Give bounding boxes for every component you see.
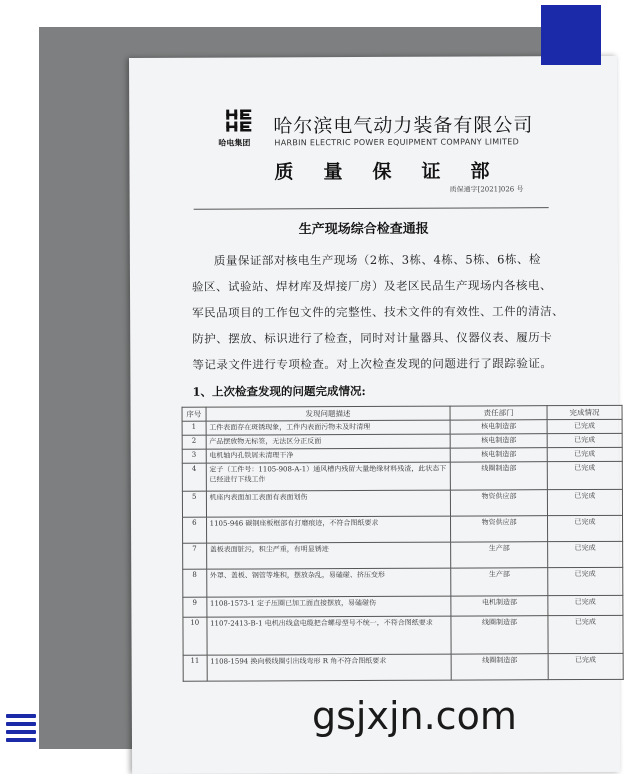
section-heading: 1、上次检查发现的问题完成情况: <box>192 383 366 399</box>
cell-department: 线圈制造部 <box>451 616 548 654</box>
document-number: 质保通字[2021]026 号 <box>449 185 524 194</box>
cell-department: 线圈制造部 <box>451 654 548 680</box>
cell-department: 核电制造部 <box>450 448 547 462</box>
cell-description: 盖板表面脏污，积尘严重，有明显锈迹 <box>206 542 451 569</box>
cell-department: 物资供应部 <box>451 516 548 542</box>
cell-status: 已完成 <box>547 447 622 461</box>
table-row <box>183 615 623 655</box>
cell-description: 电机轴内孔铁屑未清理干净 <box>206 448 451 463</box>
cell-department: 物资供应部 <box>451 490 548 516</box>
cell-status: 已完成 <box>548 595 623 615</box>
cell-status: 已完成 <box>547 541 622 567</box>
cell-department: 线圈制造部 <box>451 462 548 490</box>
cell-index: 1 <box>182 421 206 435</box>
issues-table <box>182 405 624 682</box>
cell-description: 产品摆放物无标签，无法区分正反面 <box>206 434 451 449</box>
table-row <box>183 541 623 569</box>
cell-status: 已完成 <box>547 433 622 447</box>
company-name-en: HARBIN ELECTRIC POWER EQUIPMENT COMPANY LIMITED <box>274 137 520 148</box>
cell-status: 已完成 <box>547 461 622 489</box>
table-row <box>183 595 623 617</box>
harbin-electric-logo-icon <box>225 108 253 132</box>
cell-index: 5 <box>182 491 206 517</box>
cell-description: 机座内表面加工表面有表面划伤 <box>206 490 451 517</box>
cell-index: 8 <box>183 569 207 597</box>
intro-paragraph <box>192 246 569 378</box>
document-title: 生产现场综合检查通报 <box>298 221 429 238</box>
cell-department: 核电制造部 <box>450 420 547 434</box>
hamburger-menu-icon[interactable] <box>6 714 36 748</box>
paragraph-line: 防护、摆放、标识进行了检查，同时对计量器具、仪器仪表、履历卡 <box>192 330 553 346</box>
cell-index: 11 <box>183 655 207 681</box>
cell-description: 定子（工件号：1105-908-A-1）通风槽内残留大量绝缘材料残渣，此状态下已经进行下线工作 <box>206 462 451 491</box>
department-heading: 质量保证部 <box>274 160 520 184</box>
cell-status: 已完成 <box>548 615 623 653</box>
cell-description: 1108-1594 换向极线圈引出线弯形 R 角不符合图纸要求 <box>207 654 452 681</box>
cell-status: 已完成 <box>547 489 622 515</box>
cell-index: 10 <box>183 617 207 655</box>
cell-department: 核电制造部 <box>450 434 547 448</box>
paragraph-line: 质量保证部对核电生产现场（2栋、3栋、4栋、5栋、6栋、检 <box>213 252 542 268</box>
col-header-status: 完成情况 <box>547 405 622 419</box>
paragraph-line: 等记录文件进行专项检查。对上次检查发现的问题进行了跟踪验证。 <box>192 356 553 372</box>
cell-index: 3 <box>182 449 206 463</box>
site-watermark: gsjxjn.com <box>312 694 517 738</box>
cell-status: 已完成 <box>547 515 622 541</box>
cell-description: 外罩、盖板、钢管等堆积，摆放杂乱，易磕碰、挤压变形 <box>206 568 451 597</box>
table-row <box>183 653 623 681</box>
corner-blue-block <box>541 5 601 65</box>
cell-index: 7 <box>183 543 207 569</box>
cell-status: 已完成 <box>547 419 622 433</box>
cell-index: 6 <box>183 517 207 543</box>
cell-description: 工件表面存在斑锈现象，工件内表面污物未及时清理 <box>206 420 451 435</box>
cell-department: 电机制造部 <box>451 596 548 616</box>
col-header-index: 序号 <box>182 407 206 421</box>
table-row <box>182 489 622 517</box>
col-header-department: 责任部门 <box>450 406 547 420</box>
cell-index: 4 <box>182 463 206 491</box>
header-divider <box>194 207 549 210</box>
cell-index: 9 <box>183 597 207 617</box>
cell-description: 1105-946 碳钢座板框部有打磨痕迹，不符合图纸要求 <box>206 516 451 543</box>
document-photo <box>39 27 600 749</box>
cell-description: 1108-1573-1 定子压圈已加工面直接摆放，易磕碰伤 <box>206 596 451 617</box>
cell-index: 2 <box>182 435 206 449</box>
company-name-cn: 哈尔滨电气动力装备有限公司 <box>273 114 534 138</box>
paragraph-line: 验区、试验站、焊材库及焊接厂房）及老区民品生产现场内各核电、 <box>191 278 553 294</box>
table-row <box>182 461 622 491</box>
table-row <box>183 567 623 597</box>
cell-description: 1107-2413-B-1 电机出线盒电缆把合螺母型号不统一，不符合图纸要求 <box>207 616 452 655</box>
cell-department: 生产部 <box>451 542 548 568</box>
paper-sheet <box>129 56 620 774</box>
cell-status: 已完成 <box>548 567 623 595</box>
table-row <box>183 515 623 543</box>
cell-department: 生产部 <box>451 568 548 596</box>
logo-caption: 哈电集团 <box>218 138 251 148</box>
paragraph-line: 军民品项目的工作包文件的完整性、技术文件的有效性、工件的清洁、 <box>192 304 565 320</box>
col-header-description: 发现问题描述 <box>206 406 451 421</box>
cell-status: 已完成 <box>548 653 623 679</box>
